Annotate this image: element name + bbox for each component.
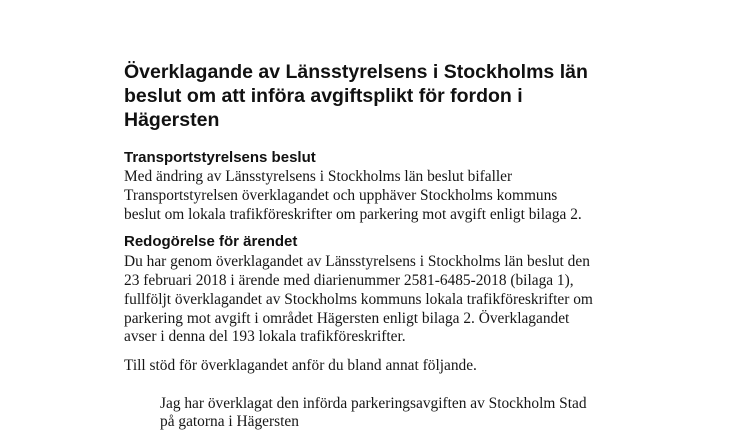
document-title: Överklagande av Länsstyrelsens i Stockholms län beslut om att införa avgiftsplikt för fordon i Hägersten [124, 61, 588, 131]
background-text-line: 23 februari 2018 i ärende med diarienummer 2581-6485-2018 (bilaga 1), [124, 272, 574, 289]
background-text-line: parkering mot avgift i området Hägersten enligt bilaga 2. Överklagandet [124, 310, 570, 327]
decision-text-line: Med ändring av Länsstyrelsens i Stockholms län beslut bifaller [124, 168, 513, 185]
quoted-appeal-line: Jag har överklagat den införda parkeringsavgiften av Stockholm Stad [160, 395, 587, 412]
section-heading-background: Redogörelse för ärendet [124, 233, 298, 250]
decision-text-line: Transportstyrelsen överklagandet och upphäver Stockholms kommuns [124, 187, 558, 204]
background-text-line: fullföljt överklagandet av Stockholms kommuns lokala trafikföreskrifter om [124, 291, 593, 308]
background-text-line: Du har genom överklagandet av Länsstyrelsens i Stockholms län beslut den [124, 253, 590, 270]
background-text-line: avser i denna del 193 lokala trafikföreskrifter. [124, 328, 406, 345]
decision-text-line: beslut om lokala trafikföreskrifter om parkering mot avgift enligt bilaga 2. [124, 206, 582, 223]
quoted-appeal-line: på gatorna i Hägersten [160, 413, 299, 430]
section-heading-decision: Transportstyrelsens beslut [124, 149, 316, 166]
supporting-statement-intro: Till stöd för överklagandet anför du bland annat följande. [124, 357, 477, 374]
